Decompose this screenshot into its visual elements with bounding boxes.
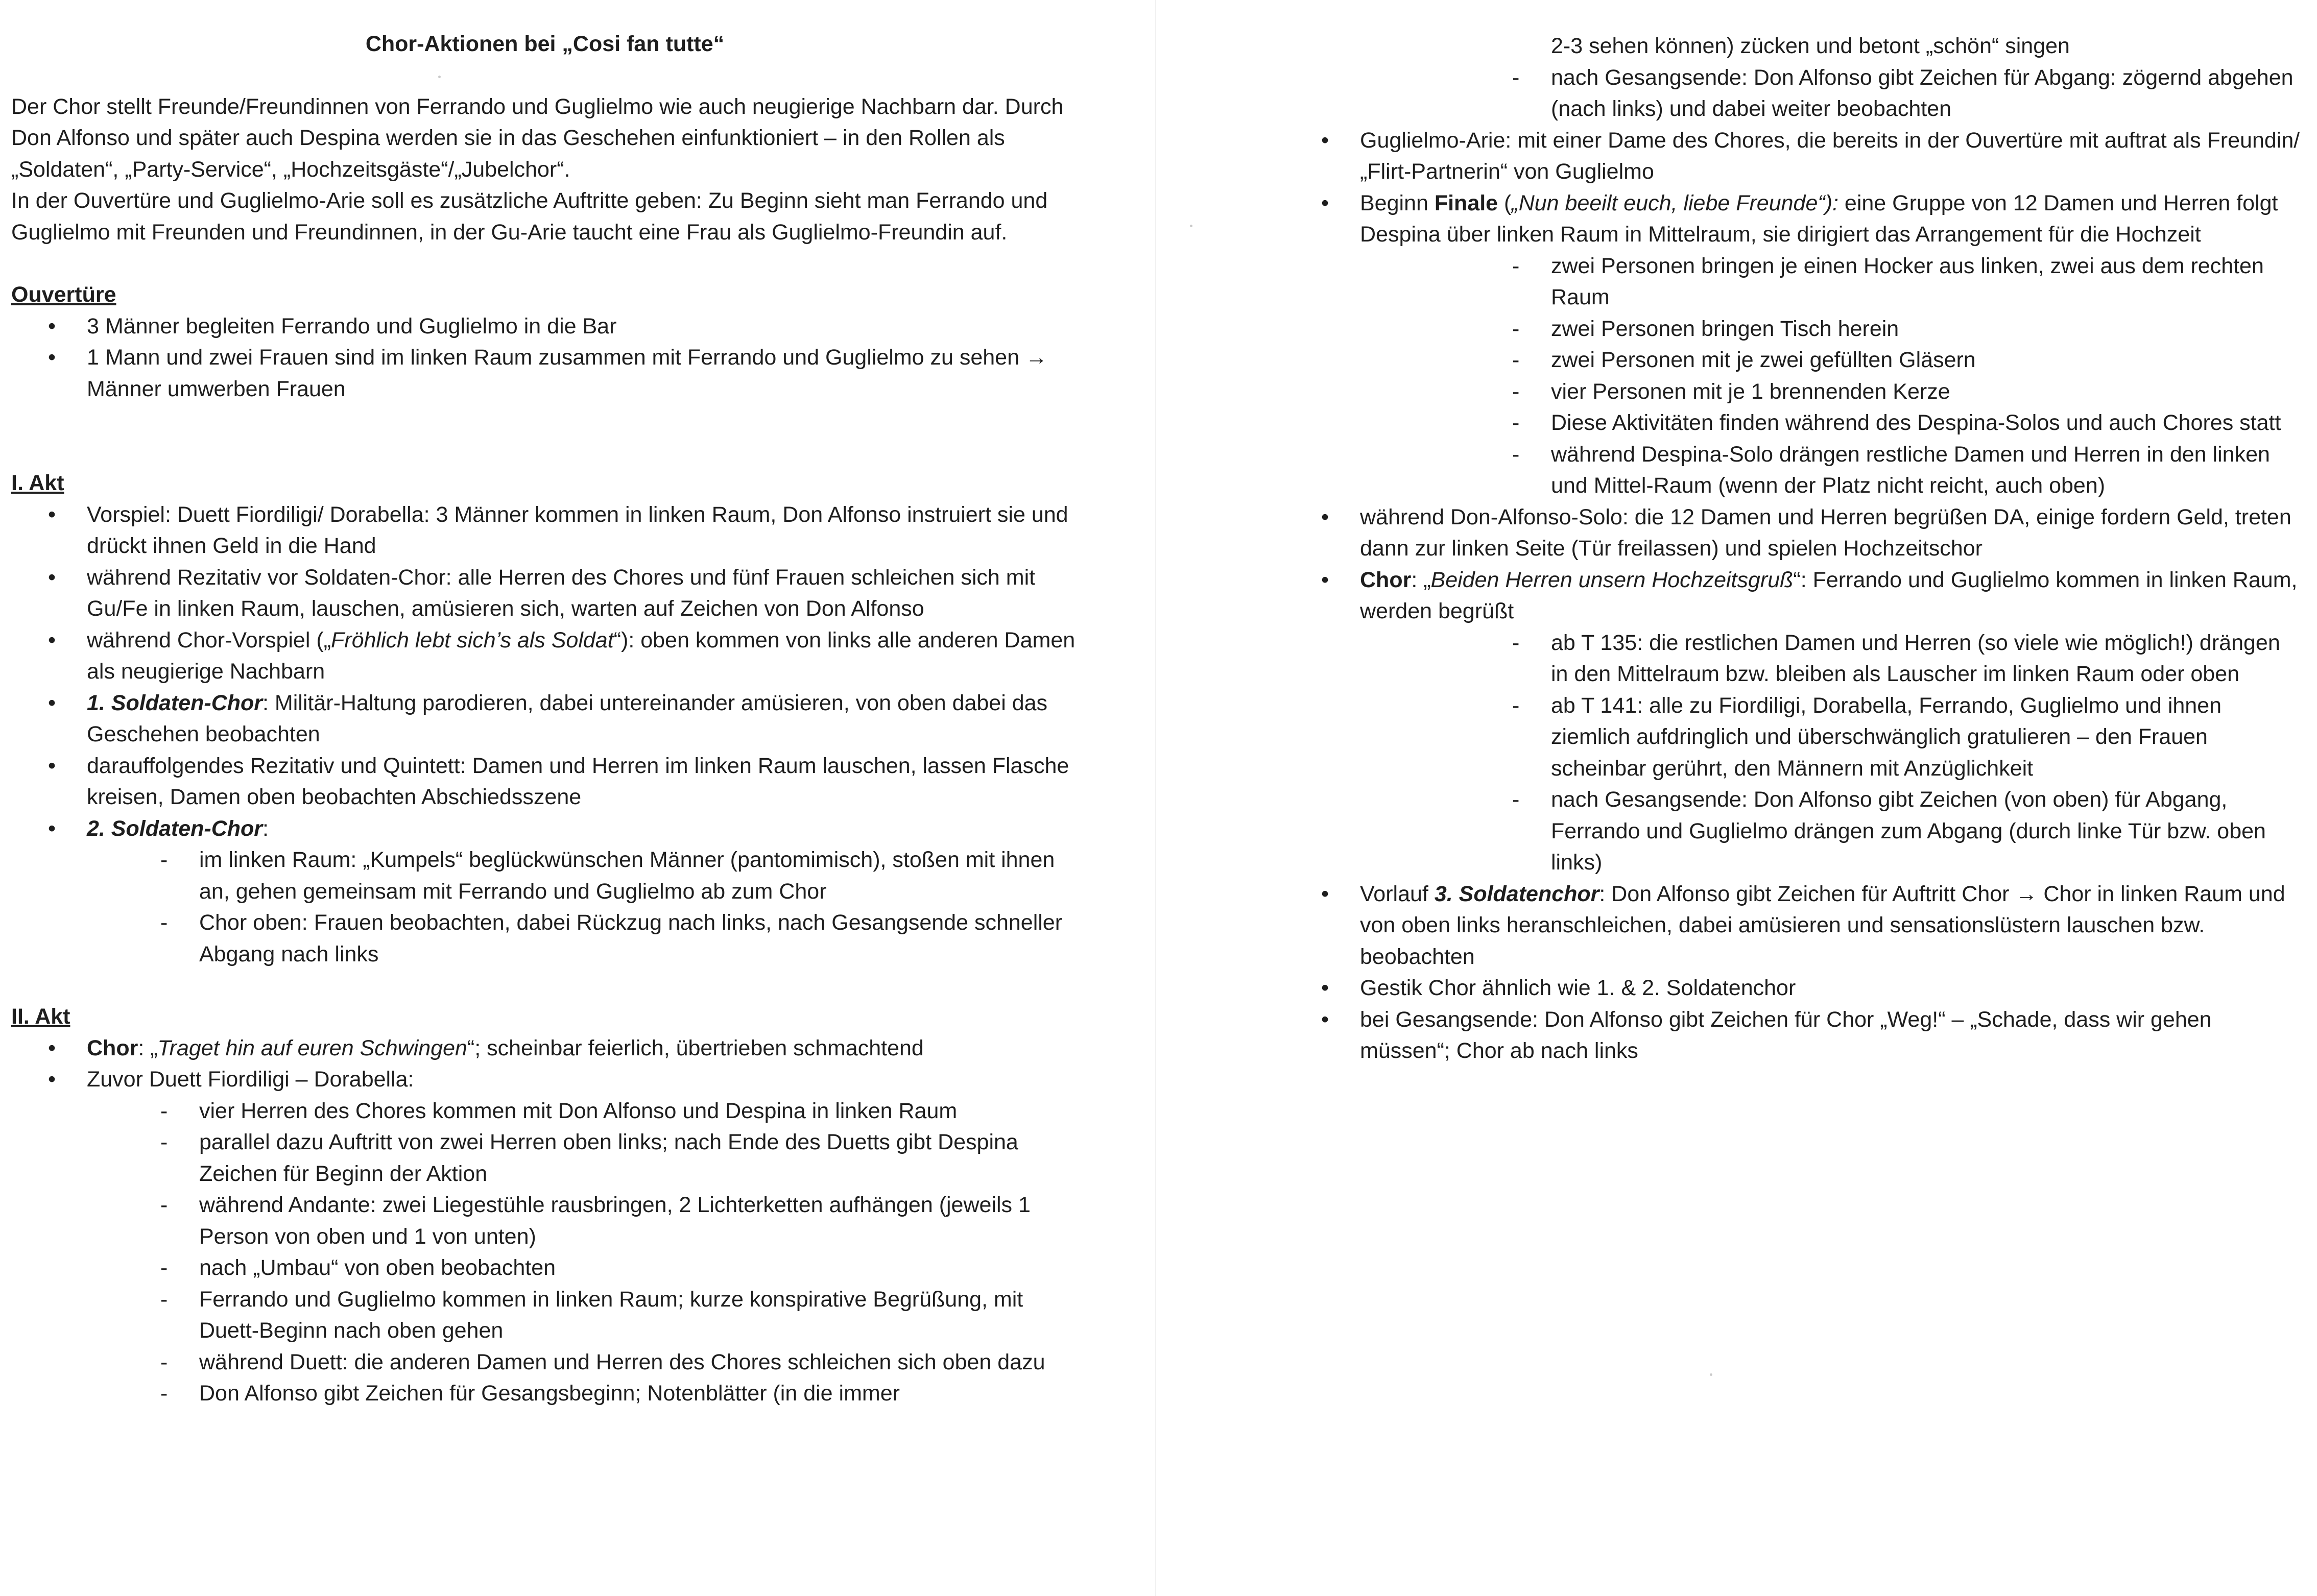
item-bold: Chor xyxy=(87,1035,138,1060)
intro-paragraph: In der Ouvertüre und Guglielmo-Arie soll es zusätzliche Auftritte geben: Zu Beginn sieht man Ferrando und Guglielmo mit Freunden und Freundinnen, in der Gu-Arie taucht eine Frau als Guglielmo-Freundin auf. xyxy=(11,188,1048,245)
item-text: Zuvor Duett Fiordiligi – Dorabella: xyxy=(87,1067,414,1092)
item-bold: Finale xyxy=(1434,190,1498,215)
list-item xyxy=(87,625,1079,688)
sub-list-item: - ab T 141: alle zu Fiordiligi, Dorabella, Ferrando, Guglielmo und ihnen ziemlich aufdringlich und überschwänglich gratulieren – den Frauen scheinbar gerührt, den Männern mit Anzüglichkeit xyxy=(1551,690,2301,785)
item-emphasis: Fröhlich lebt sich’s als Soldat xyxy=(330,627,614,652)
list-item: • Guglielmo-Arie: mit einer Dame des Chores, die bereits in der Ouvertüre mit auftrat als Freundin/„Flirt-Partnerin“ von Guglielmo xyxy=(1360,125,2301,188)
list-item xyxy=(1360,879,2301,973)
item-text: : Militär-Haltung parodieren, dabei untereinander amüsieren, von oben dabei das Geschehen beobachten xyxy=(87,690,1048,746)
sub-list xyxy=(11,844,1079,970)
sub-list-item: - Don Alfonso gibt Zeichen für Gesangsbeginn; Notenblätter (in die immer xyxy=(199,1378,1079,1410)
sub-list-item: - parallel dazu Auftritt von zwei Herren oben links; nach Ende des Duetts gibt Despina Zeichen für Beginn der Aktion xyxy=(199,1127,1079,1190)
left-column xyxy=(11,29,1079,1410)
list-item xyxy=(87,813,1079,971)
section-heading-akt1: I. Akt xyxy=(11,471,64,495)
item-text: “; scheinbar feierlich, übertrieben schmachtend xyxy=(467,1035,924,1060)
item-text: “: Ferrando und Guglielmo kommen in linken Raum, werden begrüßt xyxy=(1360,567,2298,623)
list-item: • Vorspiel: Duett Fiordiligi/ Dorabella: 3 Männer kommen in linken Raum, Don Alfonso instruiert sie und drückt ihnen Geld in die Hand xyxy=(87,499,1079,562)
list-item: • darauffolgendes Rezitativ und Quintett: Damen und Herren im linken Raum lauschen, lassen Flasche kreisen, Damen oben beobachten Abschiedsszene xyxy=(87,751,1079,813)
sub-list-item: - Diese Aktivitäten finden während des Despina-Solos und auch Chores statt xyxy=(1551,407,2301,439)
sub-list-item: - zwei Personen mit je zwei gefüllten Gläsern xyxy=(1551,345,2301,376)
section-heading-ouverture: Ouvertüre xyxy=(11,282,116,307)
item-bold: Chor xyxy=(1360,567,1412,592)
sub-list-item: - während Despina-Solo drängen restliche Damen und Herren in den linken und Mittel-Raum (wenn der Platz nicht reicht, auch oben) xyxy=(1551,439,2301,502)
item-text: Vorlauf xyxy=(1360,881,1435,906)
list-item: • 3 Männer begleiten Ferrando und Guglielmo in die Bar xyxy=(87,311,1079,343)
item-text: : „ xyxy=(1411,567,1431,592)
continued-sub-list xyxy=(1320,62,2301,125)
continued-line: 2-3 sehen können) zücken und betont „schön“ singen xyxy=(1551,34,2070,58)
item-text: : „ xyxy=(138,1035,158,1060)
list-item xyxy=(1360,565,2301,879)
item-emphasis: Traget hin auf euren Schwingen xyxy=(157,1035,467,1060)
list-item: • Gestik Chor ähnlich wie 1. & 2. Soldatenchor xyxy=(1360,973,2301,1004)
item-text: : xyxy=(262,816,269,841)
akt2-list xyxy=(11,1033,1079,1410)
intro-paragraph: Der Chor stellt Freunde/Freundinnen von Ferrando und Guglielmo wie auch neugierige Nachbarn dar. Durch Don Alfonso und später auch Despina werden sie in das Geschehen einfunktioniert – in den Rollen als „Soldaten“, „Party-Service“, „Hochzeitsgäste“/„Jubelchor“. xyxy=(11,94,1064,182)
sub-list-item: - zwei Personen bringen je einen Hocker aus linken, zwei aus dem rechten Raum xyxy=(1551,251,2301,313)
item-emphasis: 1. Soldaten-Chor xyxy=(87,690,263,715)
item-text: Beginn xyxy=(1360,190,1435,215)
list-item: • während Don-Alfonso-Solo: die 12 Damen und Herren begrüßen DA, einige fordern Geld, treten dann zur linken Seite (Tür freilassen) und spielen Hochzeitschor xyxy=(1360,502,2301,565)
list-item: • bei Gesangsende: Don Alfonso gibt Zeichen für Chor „Weg!“ – „Schade, dass wir gehen müssen“; Chor ab nach links xyxy=(1360,1004,2301,1067)
right-list xyxy=(1320,125,2301,1067)
item-emphasis: Beiden Herren unsern Hochzeitsgruß xyxy=(1430,567,1794,592)
list-item xyxy=(87,1064,1079,1410)
sub-list-item: - vier Herren des Chores kommen mit Don Alfonso und Despina in linken Raum xyxy=(199,1096,1079,1127)
section-heading-akt2: II. Akt xyxy=(11,1004,70,1029)
page-fold-line xyxy=(1155,0,1156,1596)
sub-list xyxy=(1360,251,2301,502)
list-item: • während Rezitativ vor Soldaten-Chor: alle Herren des Chores und fünf Frauen schleichen sich mit Gu/Fe in linken Raum, lauschen, amüsieren sich, warten auf Zeichen von Don Alfonso xyxy=(87,562,1079,625)
sub-list-item: - zwei Personen bringen Tisch herein xyxy=(1551,313,2301,345)
sub-list-item: - im linken Raum: „Kumpels“ beglückwünschen Männer (pantomimisch), stoßen mit ihnen an, gehen gemeinsam mit Ferrando und Guglielmo ab zum Chor xyxy=(199,844,1079,907)
scan-speck xyxy=(1710,1373,1712,1376)
sub-list-item: - vier Personen mit je 1 brennenden Kerze xyxy=(1551,376,2301,408)
sub-list-item: - ab T 135: die restlichen Damen und Herren (so viele wie möglich!) drängen in den Mittelraum bzw. bleiben als Lauscher im linken Raum oder oben xyxy=(1551,627,2301,690)
ouverture-list xyxy=(11,311,1079,405)
item-emphasis: 3. Soldatenchor xyxy=(1434,881,1599,906)
item-emphasis: 2. Soldaten-Chor xyxy=(87,816,263,841)
list-item xyxy=(87,688,1079,751)
scan-speck xyxy=(1190,225,1192,227)
sub-list-item: - nach Gesangsende: Don Alfonso gibt Zeichen (von oben) für Abgang, Ferrando und Guglielmo drängen zum Abgang (durch linke Tür bzw. oben links) xyxy=(1551,784,2301,879)
item-emphasis: „Nun beeilt euch, liebe Freunde“): xyxy=(1511,190,1838,215)
sub-list-item: - nach „Umbau“ von oben beobachten xyxy=(199,1252,1079,1284)
item-text: eine Gruppe von 12 Damen und Herren folgt Despina über linken Raum in Mittelraum, sie dirigiert das Arrangement für die Hochzeit xyxy=(1360,190,2278,247)
sub-list-item: - nach Gesangsende: Don Alfonso gibt Zeichen für Abgang: zögernd abgehen (nach links) und dabei weiter beobachten xyxy=(1551,62,2301,125)
list-item xyxy=(1360,188,2301,502)
item-text: während Chor-Vorspiel („ xyxy=(87,627,331,652)
sub-list-item: - während Andante: zwei Liegestühle rausbringen, 2 Lichterketten aufhängen (jeweils 1 Person von oben und 1 von unten) xyxy=(199,1190,1079,1252)
page-title: Chor-Aktionen bei „Cosi fan tutte“ xyxy=(365,32,725,56)
item-text: : Don Alfonso gibt Zeichen für Auftritt Chor → Chor in linken Raum und von oben links heranschleichen, dabei amüsieren und sensationslüstern lauschen bzw. beobachten xyxy=(1360,881,2285,969)
akt1-list xyxy=(11,499,1079,971)
item-text: ( xyxy=(1498,190,1512,215)
right-column xyxy=(1320,31,2301,1067)
list-item: • 1 Mann und zwei Frauen sind im linken Raum zusammen mit Ferrando und Guglielmo zu sehen → Männer umwerben Frauen xyxy=(87,342,1079,405)
sub-list-item: - Ferrando und Guglielmo kommen in linken Raum; kurze konspirative Begrüßung, mit Duett-Beginn nach oben gehen xyxy=(199,1284,1079,1347)
sub-list xyxy=(1360,627,2301,879)
sub-list-item: - Chor oben: Frauen beobachten, dabei Rückzug nach links, nach Gesangsende schneller Abgang nach links xyxy=(199,907,1079,970)
list-item xyxy=(87,1033,1079,1065)
sub-list-item: - während Duett: die anderen Damen und Herren des Chores schleichen sich oben dazu xyxy=(199,1347,1079,1379)
sub-list xyxy=(11,1096,1079,1410)
item-text: “): oben kommen von links alle anderen Damen als neugierige Nachbarn xyxy=(87,627,1076,684)
